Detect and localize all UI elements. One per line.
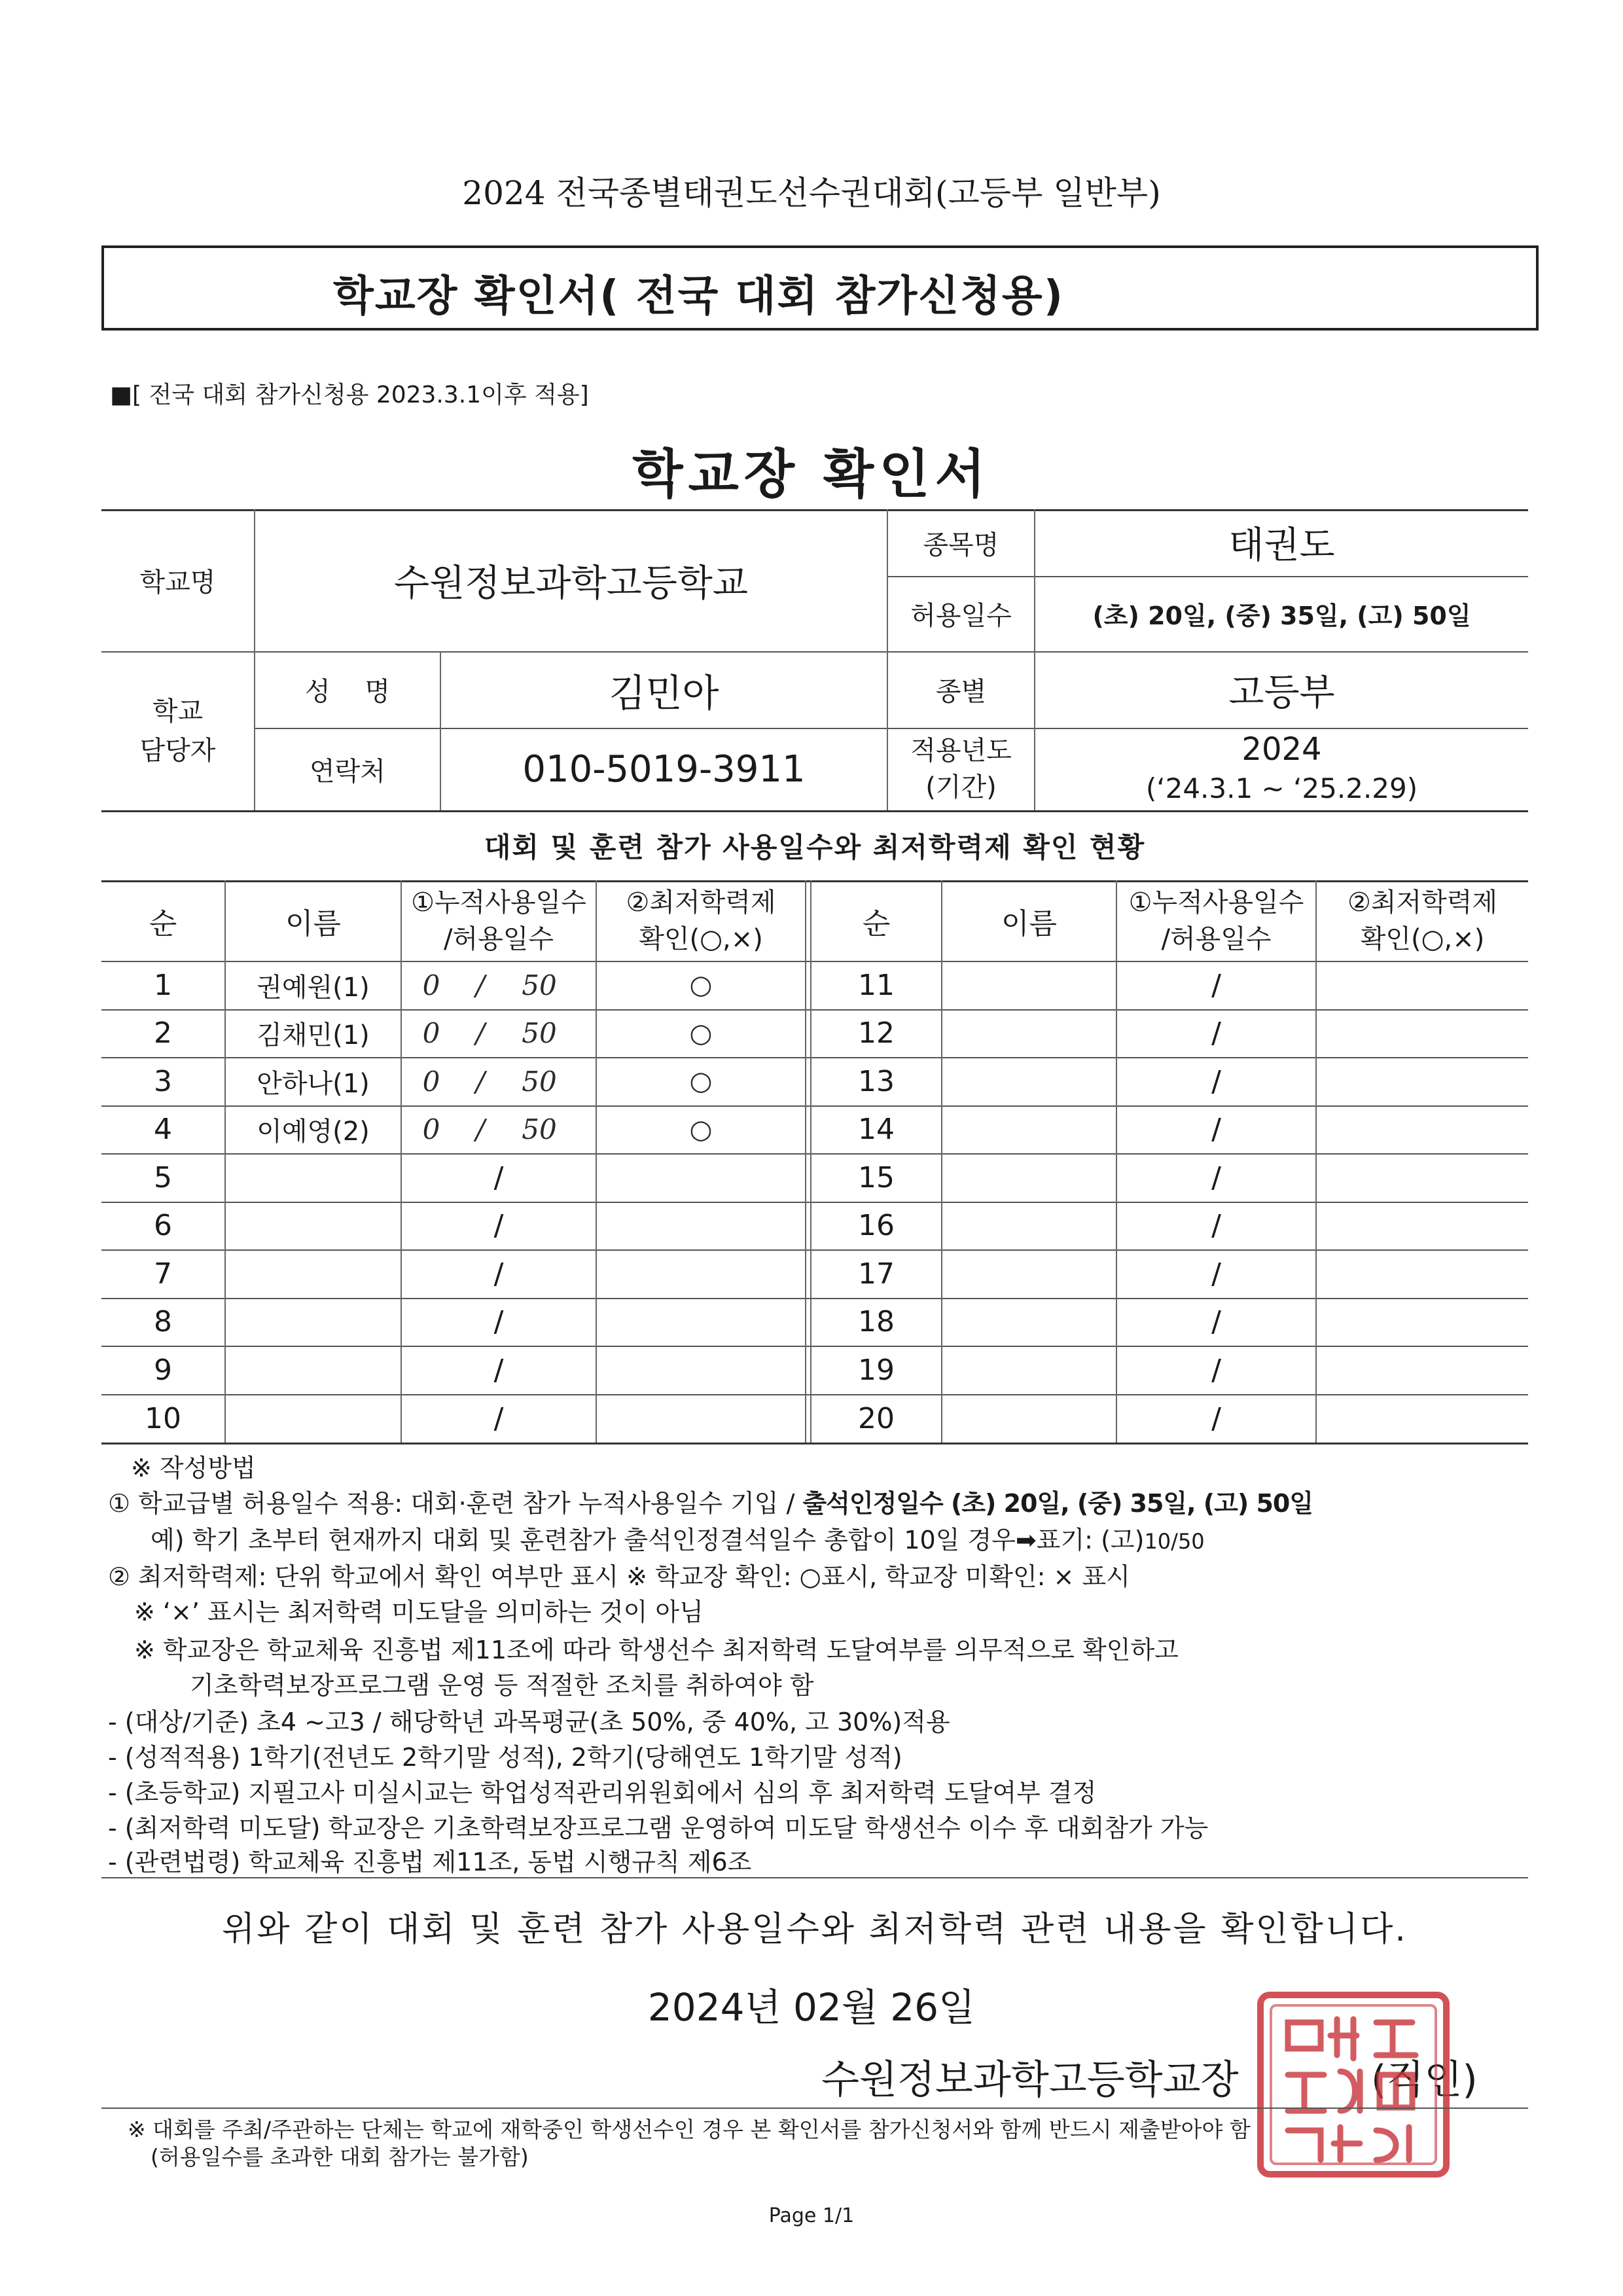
divider: [101, 1877, 1528, 1878]
allowed-days-value: (초) 20일, (중) 35일, (고) 50일: [1092, 601, 1471, 630]
confirm-statement: 위와 같이 대회 및 훈련 참가 사용일수와 최저학력 관련 내용을 확인합니다.: [222, 1910, 1408, 1949]
footnote-2: (허용일수를 초과한 대회 참가는 불가함): [151, 2144, 529, 2170]
row-number: 18: [858, 1305, 895, 1338]
school-seal: [1255, 1990, 1452, 2179]
row-number: 19: [858, 1353, 895, 1387]
period-value: (‘24.3.1 ~ ‘25.2.29): [1145, 772, 1418, 804]
used-days: 0: [422, 1113, 440, 1145]
name-label: 성 명: [305, 677, 390, 707]
contact-label: 연락처: [310, 756, 385, 787]
instruction-line-7: - (대상/기준) 초4 ~고3 / 해당학년 과목평균(초 50%, 중 40%, 고 30%)적용: [108, 1708, 950, 1736]
row-number: 13: [858, 1064, 895, 1098]
row-number: 11: [858, 968, 895, 1002]
row-number: 15: [858, 1160, 895, 1194]
row-number: 5: [154, 1160, 172, 1194]
row-number: 4: [154, 1113, 172, 1146]
school-name: 수원정보과학고등학교: [394, 562, 748, 605]
days-separator: /: [493, 1305, 504, 1338]
header-order-left: 순: [149, 906, 177, 941]
used-days: 0: [422, 1017, 440, 1049]
manager-label-line1: 학교: [152, 696, 204, 726]
header-days-line2: /허용일수: [1161, 924, 1272, 954]
days-separator: /: [493, 1160, 504, 1194]
row-number: 1: [154, 968, 172, 1002]
header-academic-line1: ②최저학력제: [1347, 887, 1498, 918]
row-number: 14: [858, 1113, 895, 1146]
days-separator: /: [1211, 1016, 1221, 1050]
year-label-line2: (기간): [925, 772, 997, 802]
header-academic-line1: ②최저학력제: [626, 887, 776, 918]
days-separator: /: [493, 1401, 504, 1435]
allowed-days: 50: [522, 1065, 557, 1098]
days-separator: /: [475, 969, 486, 1001]
year-value: 2024: [1241, 731, 1322, 768]
row-number: 2: [154, 1016, 172, 1050]
days-separator: /: [1211, 1160, 1221, 1194]
instruction-line-2: [151, 1520, 1205, 1556]
header-days-line2: /허용일수: [443, 924, 554, 954]
days-separator: /: [1211, 1401, 1221, 1435]
header-days-left: [402, 880, 596, 961]
instruction-line-8: - (성적적용) 1학기(전년도 2학기말 성적), 2학기(당해연도 1학기말 성적): [108, 1743, 902, 1772]
row-number: 17: [858, 1257, 895, 1291]
manager-label-line2: 담당자: [139, 735, 216, 766]
row-number: 3: [154, 1064, 172, 1098]
signature-date: 2024년 02월 26일: [647, 1985, 976, 2030]
academic-check: ○: [689, 1066, 713, 1096]
days-separator: /: [1211, 1353, 1221, 1387]
instruction-line-11: - (관련법령) 학교체육 진흥법 제11조, 동법 시행규칙 제6조: [108, 1848, 752, 1876]
days-separator: /: [493, 1209, 504, 1242]
row-number: 12: [858, 1016, 895, 1050]
manager-label: [101, 651, 254, 810]
header-days-right: [1117, 880, 1315, 961]
used-days: 0: [422, 1065, 440, 1098]
event-title: 2024 전국종별태권도선수권대회(고등부 일반부): [462, 174, 1161, 212]
category-value: 고등부: [1228, 671, 1335, 714]
row-number: 9: [154, 1353, 172, 1387]
year-label-line1: 적용년도: [910, 736, 1012, 766]
days-separator: /: [1211, 1113, 1221, 1146]
academic-check: ○: [689, 1114, 713, 1145]
instruction-line-9: - (초등학교) 지필고사 미실시교는 학업성적관리위원회에서 심의 후 최저학력 도달여부 결정: [108, 1778, 1097, 1807]
instruction-line-2c: 10/50: [1144, 1529, 1205, 1554]
footnote-1: ※ 대회를 주최/주관하는 단체는 학교에 재학중인 학생선수인 경우 본 확인서를 참가신청서와 함께 반드시 제출받아야 함: [128, 2117, 1251, 2142]
row-number: 7: [154, 1257, 172, 1291]
instruction-line-1b: 출석인정일수 (초) 20일, (중) 35일, (고) 50일: [802, 1489, 1313, 1518]
instruction-line-1: [108, 1483, 1313, 1519]
instruction-line-10: - (최저학력 미도달) 학교장은 기초학력보장프로그램 운영하여 미도달 학생선수 이수 후 대회참가 가능: [108, 1814, 1209, 1842]
allowed-days: 50: [522, 1113, 557, 1145]
school-label: 학교명: [139, 567, 216, 598]
form-title: 학교장 확인서: [632, 444, 991, 505]
divider: [101, 2108, 1528, 2109]
allowed-days-label: 허용일수: [910, 601, 1012, 631]
form-note: ■[ 전국 대회 참가신청용 2023.3.1이후 적용]: [110, 382, 589, 408]
school-seal-icon: [1255, 1990, 1452, 2179]
student-name: 김채민(1): [257, 1020, 370, 1050]
instructions-heading: ※ 작성방법: [131, 1454, 256, 1482]
header-days-line1: ①누적사용일수: [411, 887, 586, 918]
student-name: 이예영(2): [257, 1117, 370, 1147]
used-days: 0: [422, 969, 440, 1001]
year-label: [888, 728, 1034, 810]
header-academic-right: [1317, 880, 1528, 961]
instruction-line-3: ② 최저학력제: 단위 학교에서 확인 여부만 표시 ※ 학교장 확인: ○표시, 학교장 미확인: × 표시: [108, 1562, 1130, 1591]
student-name: 권예원(1): [257, 972, 370, 1003]
header-name-left: 이름: [285, 906, 341, 941]
page-number: Page 1/1: [768, 2204, 855, 2227]
seal-label: (직인): [1371, 2057, 1478, 2103]
days-separator: /: [493, 1257, 504, 1291]
days-separator: /: [475, 1113, 486, 1145]
year-value-cell: [1035, 728, 1528, 810]
days-separator: /: [1211, 968, 1221, 1002]
academic-check: ○: [689, 970, 713, 1000]
allowed-days: 50: [522, 969, 557, 1001]
allowed-days: 50: [522, 1017, 557, 1049]
row-number: 8: [154, 1305, 172, 1338]
contact-value: 010-5019-3911: [522, 747, 806, 791]
days-separator: /: [493, 1353, 504, 1387]
row-number: 20: [858, 1401, 895, 1435]
principal-name: 수원정보과학고등학교장: [821, 2057, 1239, 2103]
name-value: 김민아: [609, 670, 719, 715]
instruction-line-5: ※ 학교장은 학교체육 진흥법 제11조에 따라 학생선수 최저학력 도달여부를 의무적으로 확인하고: [134, 1636, 1179, 1664]
banner-title: 학교장 확인서( 전국 대회 참가신청용): [333, 272, 1064, 321]
header-academic-line2: 확인(○,×): [639, 924, 763, 954]
sport-value: 태권도: [1228, 524, 1335, 567]
sport-label: 종목명: [923, 529, 999, 560]
instruction-line-4: ※ ‘×’ 표시는 최저학력 미도달을 의미하는 것이 아님: [134, 1598, 704, 1626]
category-label: 종별: [935, 677, 987, 707]
instruction-line-2b: 표기: (고): [1036, 1526, 1145, 1554]
header-days-line1: ①누적사용일수: [1128, 887, 1304, 918]
arrow-right-icon: ➡: [1015, 1526, 1037, 1554]
header-academic-left: [597, 880, 805, 961]
instruction-line-2a: 예) 학기 초부터 현재까지 대회 및 훈련참가 출석인정결석일수 총합이 10일 경우: [151, 1526, 1016, 1554]
days-separator: /: [1211, 1257, 1221, 1291]
instruction-line-6: 기초학력보장프로그램 운영 등 적절한 조치를 취하여야 함: [190, 1671, 814, 1700]
header-order-right: 순: [862, 906, 891, 941]
status-title: 대회 및 훈련 참가 사용일수와 최저학력제 확인 현황: [484, 831, 1146, 863]
days-separator: /: [1211, 1064, 1221, 1098]
days-separator: /: [1211, 1209, 1221, 1242]
instruction-line-1a: ① 학교급별 허용일수 적용: 대회·훈련 참가 누적사용일수 기입 /: [108, 1489, 803, 1518]
row-number: 10: [145, 1401, 181, 1435]
row-number: 6: [154, 1209, 172, 1242]
student-name: 안하나(1): [257, 1068, 370, 1099]
days-separator: /: [1211, 1305, 1221, 1338]
header-name-right: 이름: [1001, 906, 1057, 941]
days-separator: /: [475, 1065, 486, 1098]
header-academic-line2: 확인(○,×): [1360, 924, 1485, 954]
banner-box: [101, 245, 1539, 331]
academic-check: ○: [689, 1018, 713, 1049]
days-separator: /: [475, 1017, 486, 1049]
row-number: 16: [858, 1209, 895, 1242]
